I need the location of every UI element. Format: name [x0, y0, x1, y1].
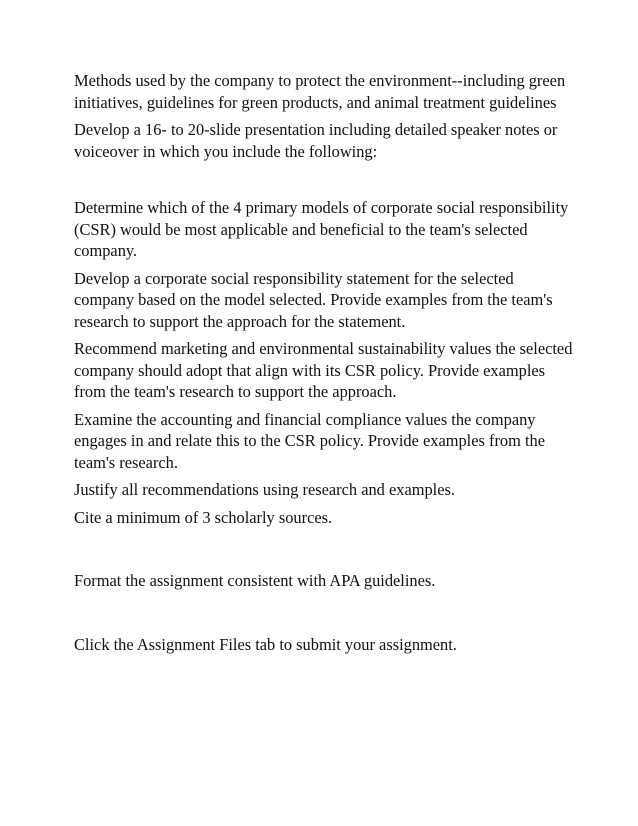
paragraph-environment-methods: Methods used by the company to protect the environment--including green initiatives, guidelines for green products, and animal treatment guidelines — [74, 71, 566, 112]
paragraph-justify-recommendations: Justify all recommendations using research and examples. — [74, 480, 455, 499]
paragraph-submit-assignment: Click the Assignment Files tab to submit your assignment. — [74, 634, 457, 654]
paragraph-presentation-instructions: Develop a 16- to 20-slide presentation including detailed speaker notes or voiceover in which you include the following: — [74, 120, 558, 161]
paragraph-csr-model: Determine which of the 4 primary models of corporate social responsibility (CSR) would be most applicable and beneficial to the team's selected company. — [74, 198, 569, 260]
paragraph-accounting-values: Examine the accounting and financial compliance values the company engages in and relate this to the CSR policy. Provide examples from the team's research. — [74, 409, 545, 472]
paragraph-marketing-values: Recommend marketing and environmental sustainability values the selected company should adopt that align with its CSR policy. Provide examples from the team's research to support the approach. — [74, 339, 573, 401]
document-body — [74, 70, 574, 655]
paragraph-csr-statement: Develop a corporate social responsibility statement for the selected company based on the model selected. Provide examples from the team's research to support the approach for the statement. — [74, 268, 553, 331]
paragraph-apa-format: Format the assignment consistent with APA guidelines. — [74, 571, 436, 590]
paragraph-cite-sources: Cite a minimum of 3 scholarly sources. — [74, 507, 333, 527]
